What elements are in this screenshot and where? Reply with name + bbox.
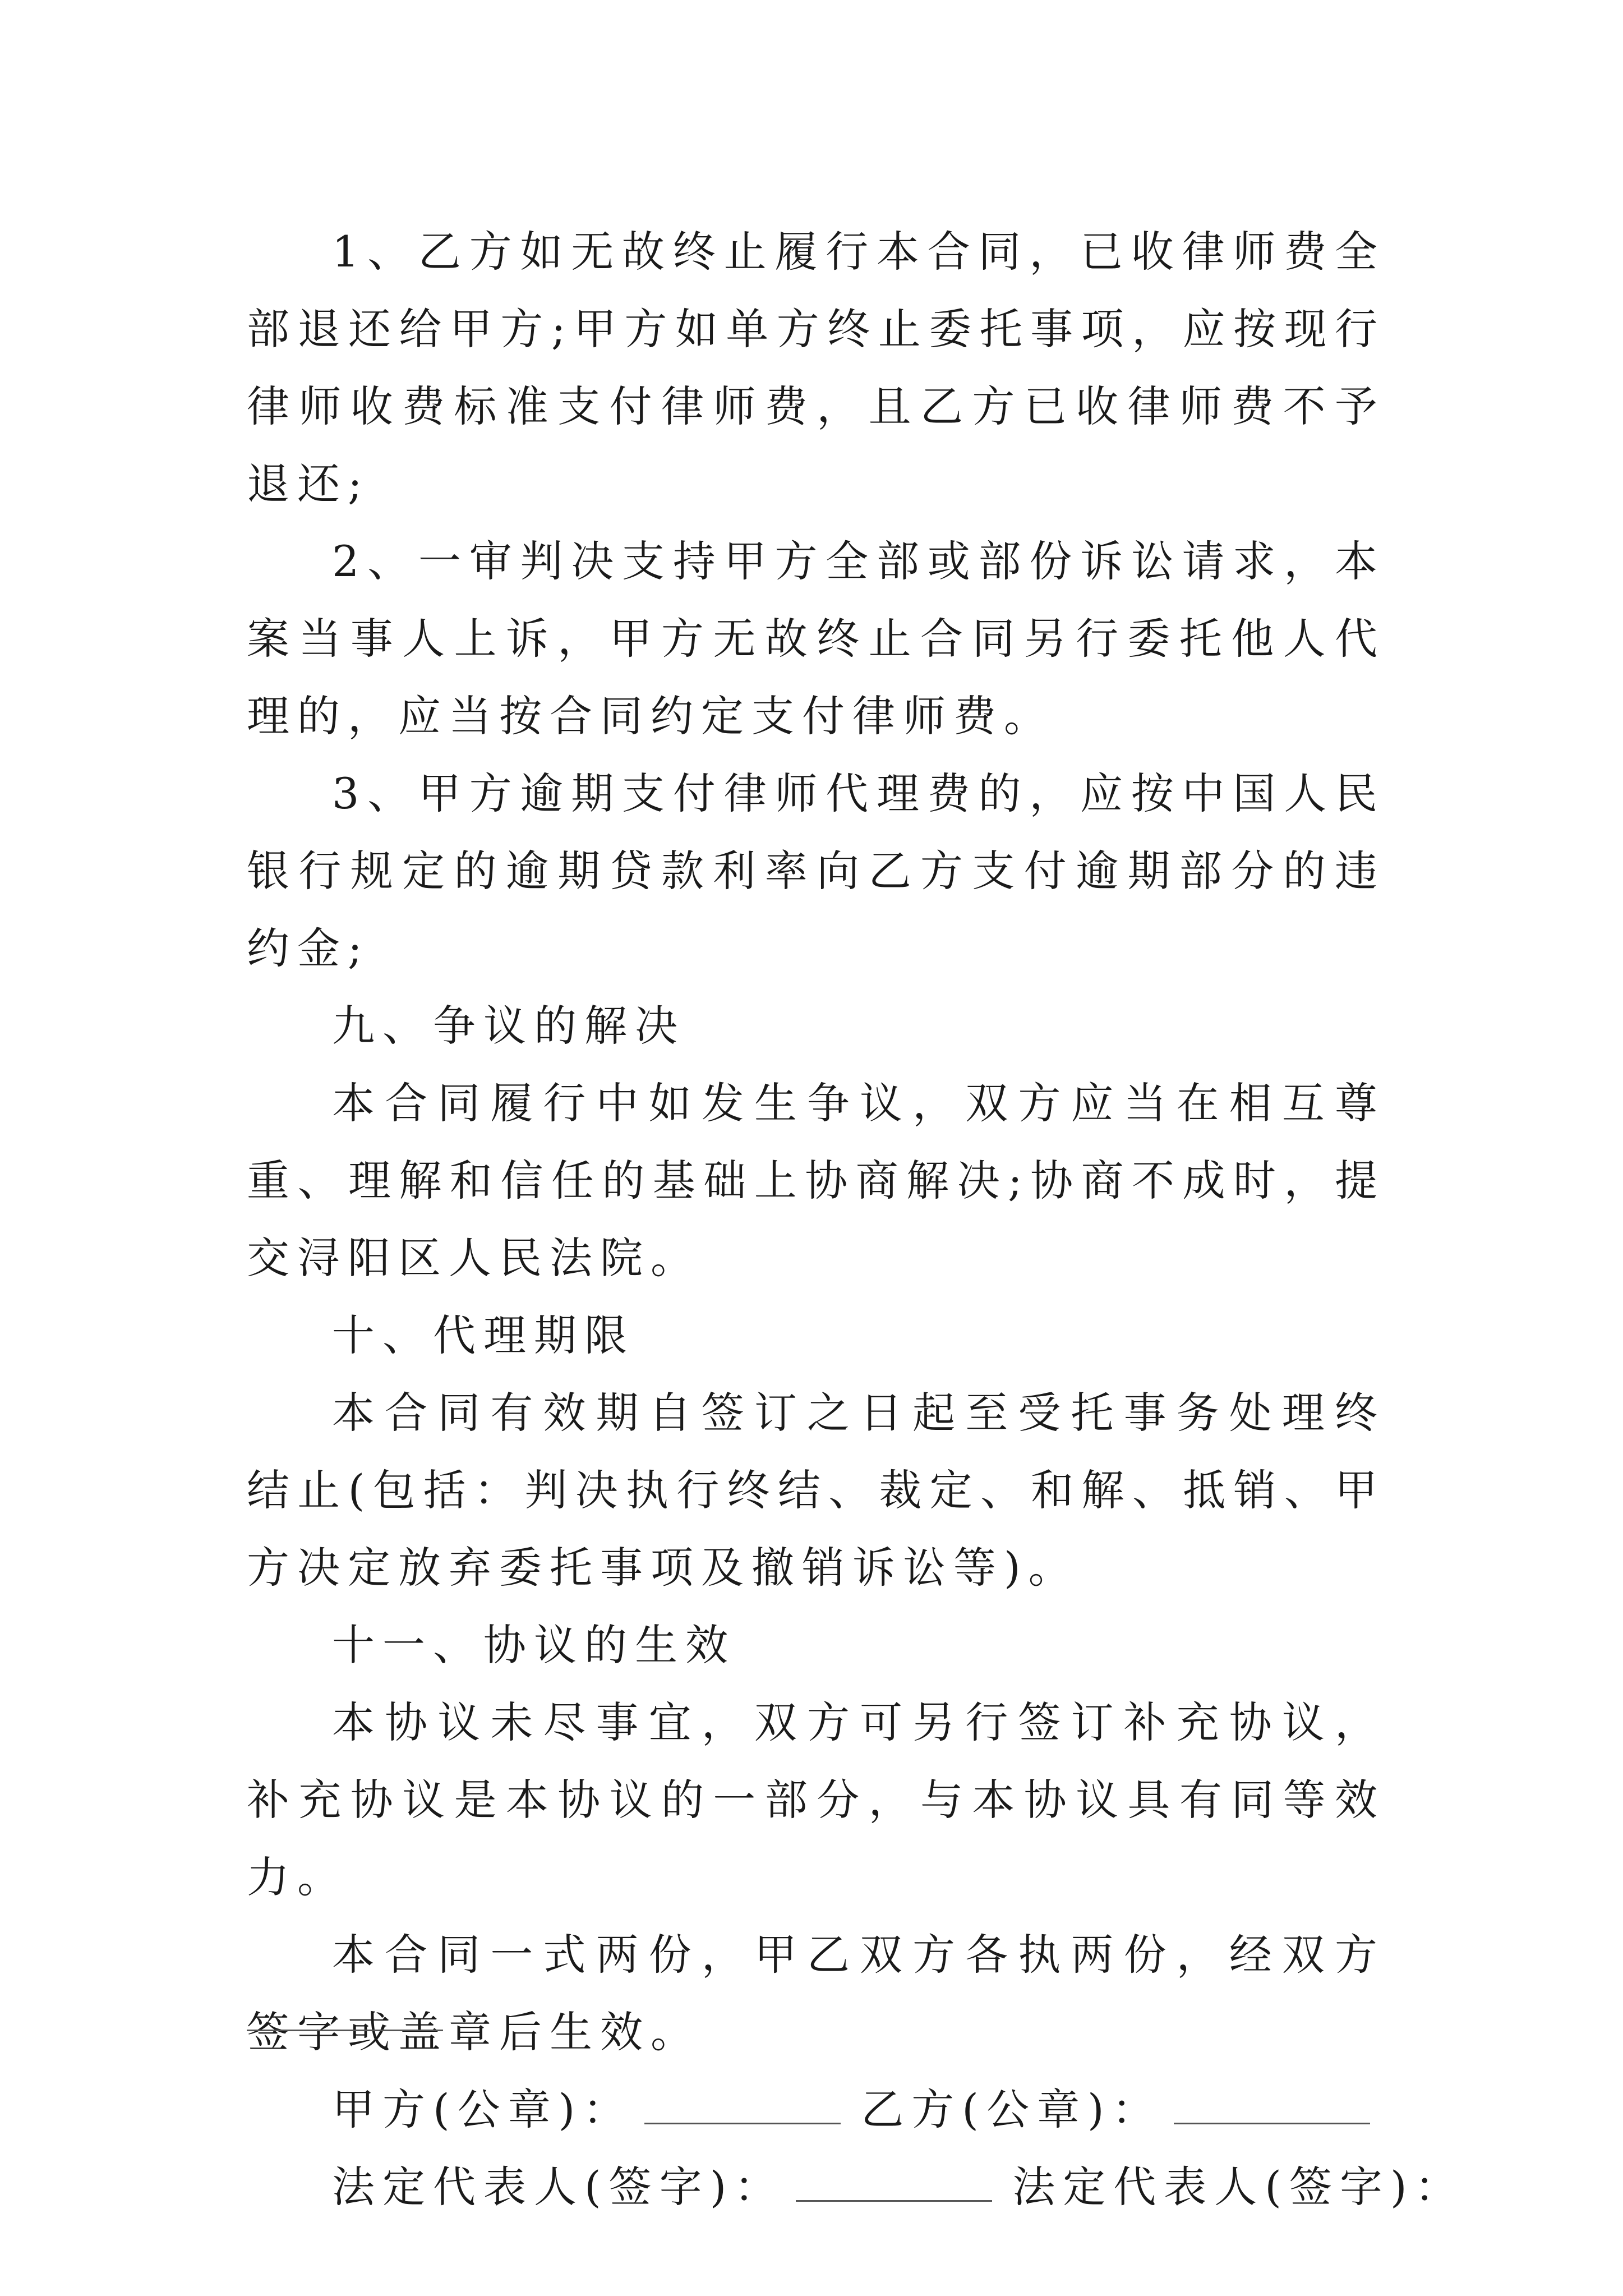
clause-2: 2、一审判决支持甲方全部或部份诉讼请求，本案当事人上诉，甲方无故终止合同另行委托他人代理的，应当按合同约定支付律师费。 bbox=[247, 536, 1385, 741]
dispute-text: 本合同履行中如发生争议，双方应当在相互尊重、理解和信任的基础上协商解决;协商不成时，提交浔阳区人民法院。 bbox=[247, 1078, 1385, 1283]
legal-rep-a-label: 法定代表人(签字)： bbox=[332, 2162, 785, 2212]
party-a-seal-label: 甲方(公章)： bbox=[332, 2085, 634, 2134]
term-text: 本合同有效期自签订之日起至受托事务处理终结止(包括：判决执行终结、裁定、和解、抵销、甲方决定放弃委托事项及撤销诉讼等)。 bbox=[247, 1388, 1385, 1593]
legal-rep-b-label: 法定代表人(签字)： bbox=[1012, 2162, 1465, 2212]
legal-rep-signature-row bbox=[247, 2148, 1465, 2226]
clause-1: 1、乙方如无故终止履行本合同，已收律师费全部退还给甲方;甲方如单方终止委托事项，应按现行律师收费标准支付律师费，且乙方已收律师费不予退还; bbox=[247, 227, 1385, 509]
document-body bbox=[247, 213, 1465, 2226]
legal-rep-b-blank[interactable] bbox=[247, 2030, 443, 2031]
clause-3: 3、甲方逾期支付律师代理费的，应按中国人民银行规定的逾期贷款利率向乙方支付逾期部分的违约金; bbox=[247, 769, 1385, 973]
section-heading-term: 十、代理期限 bbox=[332, 1310, 635, 1360]
section-heading-dispute: 九、争议的解决 bbox=[332, 1001, 685, 1051]
party-b-seal-blank[interactable] bbox=[1174, 2088, 1370, 2124]
party-a-seal-blank[interactable] bbox=[644, 2088, 841, 2124]
effect-text: 本协议未尽事宜，双方可另行签订补充协议，补充协议是本协议的一部分，与本协议具有同等效力。 bbox=[247, 1697, 1385, 1902]
legal-rep-a-blank[interactable] bbox=[796, 2165, 992, 2202]
copies-text: 本合同一式两份，甲乙双方各执两份，经双方签字或盖章后生效。 bbox=[247, 1930, 1385, 2057]
seal-signature-row bbox=[247, 2071, 1385, 2148]
section-heading-effect: 十一、协议的生效 bbox=[332, 1620, 736, 1670]
party-b-seal-label: 乙方(公章)： bbox=[861, 2085, 1163, 2134]
